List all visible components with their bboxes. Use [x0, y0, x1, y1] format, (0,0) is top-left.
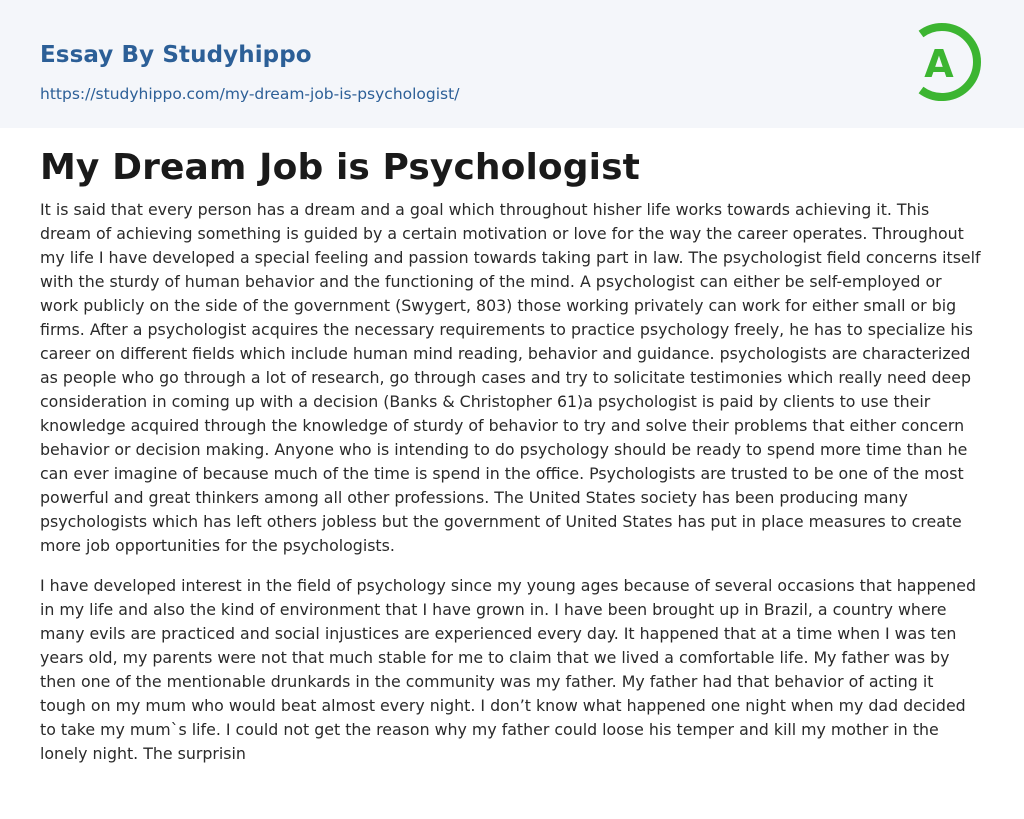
brand-title[interactable]: Essay By Studyhippo	[40, 42, 312, 68]
essay-paragraph-2: I have developed interest in the field of psychology since my young ages because of several occasions that happened in my life and also the kind of environment that I have grown in. I have been brought up in Brazil, a country where many evils are practiced and social injustices are experienced every day. It happened that at a time when I was ten years old, my parents were not that much stable for me to claim that we lived a comfortable life. My father was by then one of the mentionable drunkards in the community was my father. My father had that behavior of acting it tough on my mum who would beat almost every night. I don’t know what happened one night when my dad decided to take my mum`s life. I could not get the reason why my father could loose his temper and kill my mother in the lonely night. The surprisin	[40, 576, 976, 763]
essay-paragraph-1: It is said that every person has a dream and a goal which throughout hisher life works towards achieving it. This dream of achieving something is guided by a certain motivation or love for the way the career operates. Throughout my life I have developed a special feeling and passion towards taking part in law. The psychologist field concerns itself with the sturdy of human behavior and the functioning of the mind. A psychologist can either be self-employed or work publicly on the side of the government (Swygert, 803) those working privately can work for either small or big firms. After a psychologist acquires the necessary requirements to practice psychology freely, he has to specialize his career on different fields which include human mind reading, behavior and guidance. psychologists are characterized as people who go through a lot of research, go through cases and try to solicitate testimonies which really need deep consideration in coming up with a decision (Banks & Christopher 61)a psychologist is paid by clients to use their knowledge acquired through the knowledge of sturdy of behavior to try and solve their problems that either concern behavior or decision making. Anyone who is intending to do psychology should be ready to spend more time than he can ever imagine of because much of the time is spend in the office. Psychologists are trusted to be one of the most powerful and great thinkers among all other professions. The United States society has been producing many psychologists which has left others jobless but the government of United States has put in place measures to create more job opportunities for the psychologists.	[40, 200, 981, 555]
studyhippo-logo-icon[interactable]	[912, 18, 988, 106]
essay-url-link[interactable]: https://studyhippo.com/my-dream-job-is-psychologist/	[40, 85, 460, 103]
essay-title: My Dream Job is Psychologist	[40, 147, 640, 188]
essay-content	[0, 148, 1024, 766]
site-header	[0, 0, 1024, 128]
logo-letter: A	[924, 42, 954, 86]
